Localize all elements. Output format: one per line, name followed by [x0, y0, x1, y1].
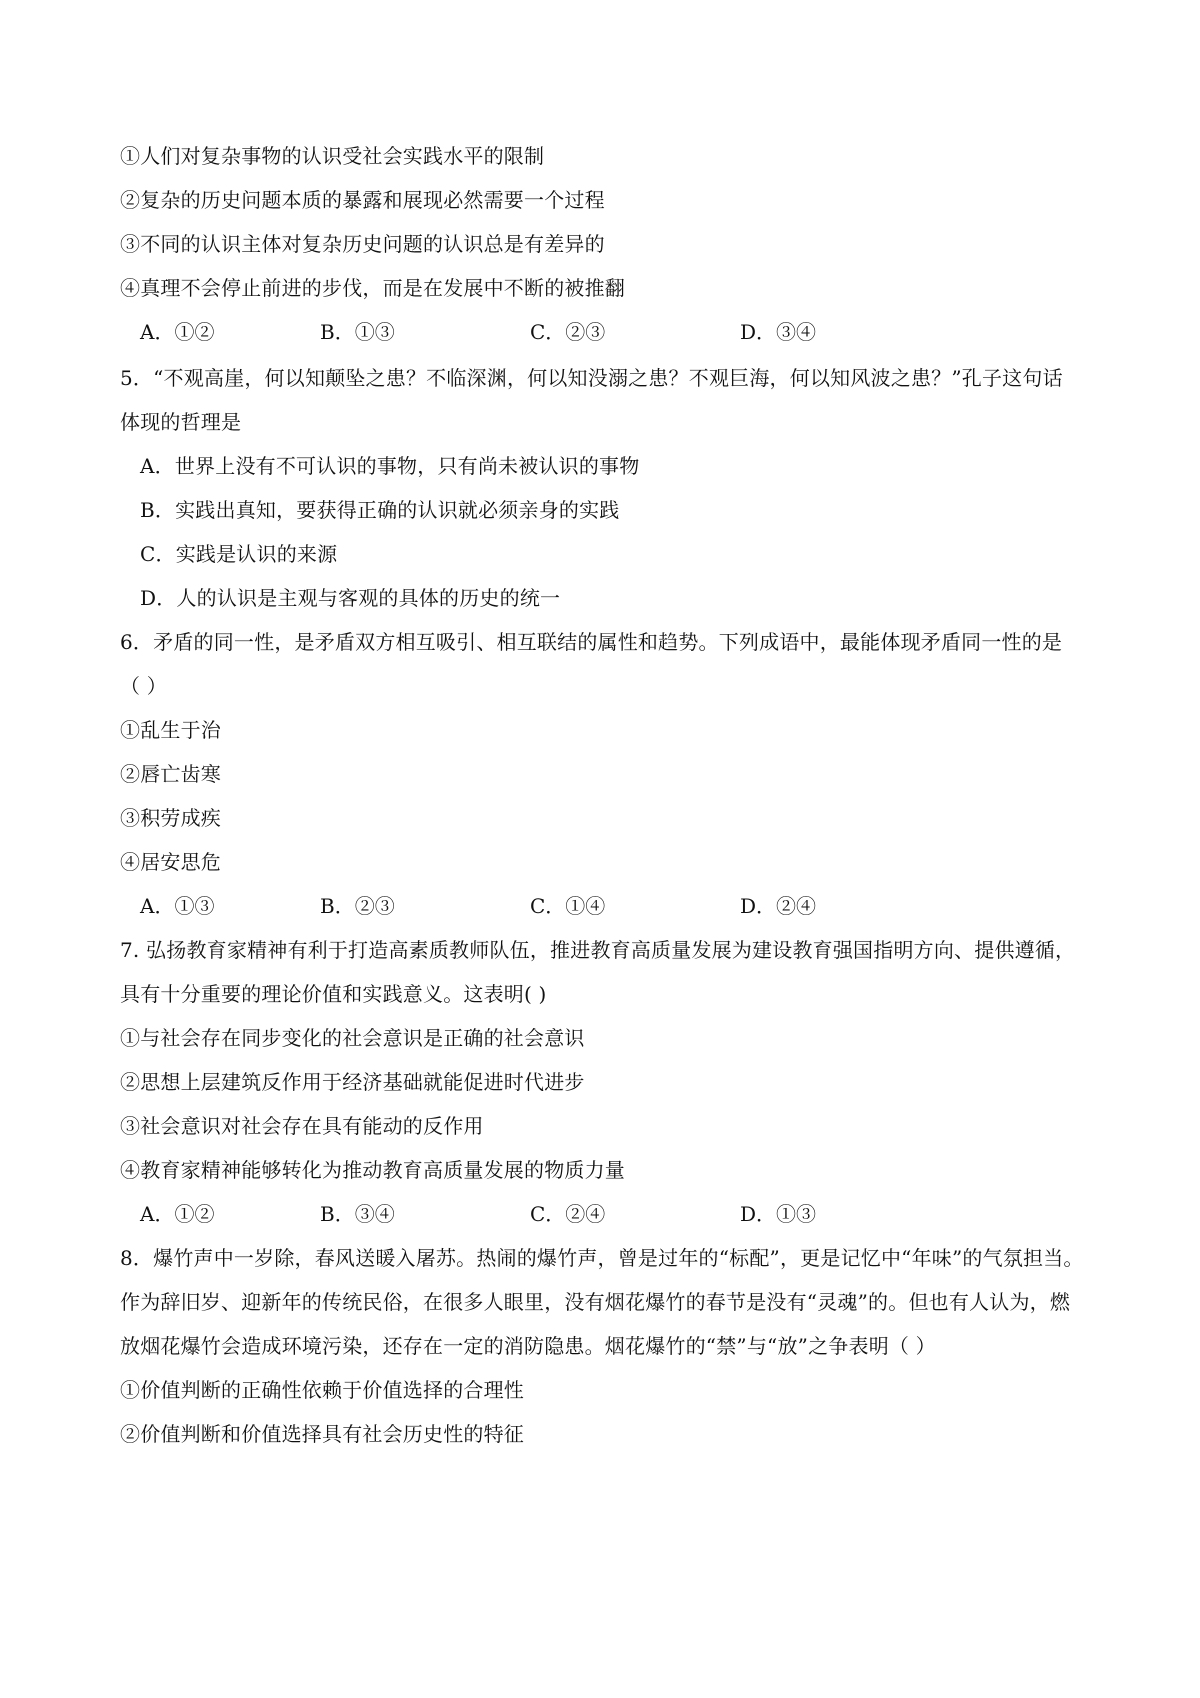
q7-statement-1: ①与社会存在同步变化的社会意识是正确的社会意识 [120, 1026, 585, 1050]
q5-stem-line-2: 体现的哲理是 [120, 410, 242, 434]
q4-option-c: C．②③ [530, 320, 606, 344]
q7-option-d: D．①③ [740, 1202, 817, 1226]
q5-option-d: D．人的认识是主观与客观的具体的历史的统一 [140, 586, 561, 610]
q6-statement-2: ②唇亡齿寒 [120, 762, 221, 786]
q7-option-a: A．①② [140, 1202, 215, 1226]
q8-stem-line-3: 放烟花爆竹会造成环境污染，还存在一定的消防隐患。烟花爆竹的“禁”与“放”之争表明（ ） [120, 1334, 936, 1358]
q6-statement-4: ④居安思危 [120, 850, 221, 874]
q4-options [140, 318, 1040, 346]
q6-option-c: C．①④ [530, 894, 606, 918]
q5-stem-line-1: 5．“不观高崖，何以知颠坠之患？不临深渊，何以知没溺之患？不观巨海，何以知风波之患？”孔子这句话 [120, 366, 1063, 390]
q7-option-b: B．③④ [320, 1202, 395, 1226]
q5-option-b: B．实践出真知，要获得正确的认识就必须亲身的实践 [140, 498, 620, 522]
q7-options [140, 1200, 1040, 1228]
q5-option-a: A．世界上没有不可认识的事物，只有尚未被认识的事物 [140, 454, 640, 478]
q6-option-d: D．②④ [740, 894, 817, 918]
q4-option-d: D．③④ [740, 320, 817, 344]
q8-stem-line-2: 作为辞旧岁、迎新年的传统民俗，在很多人眼里，没有烟花爆竹的春节是没有“灵魂”的。但也有人认为，燃 [120, 1290, 1071, 1314]
q6-statement-3: ③积劳成疾 [120, 806, 221, 830]
q4-statement-3: ③不同的认识主体对复杂历史问题的认识总是有差异的 [120, 232, 605, 256]
q7-option-c: C．②④ [530, 1202, 606, 1226]
q6-option-b: B．②③ [320, 894, 395, 918]
q4-statement-2: ②复杂的历史问题本质的暴露和展现必然需要一个过程 [120, 188, 605, 212]
q8-statement-2: ②价值判断和价值选择具有社会历史性的特征 [120, 1422, 524, 1446]
q6-option-a: A．①③ [140, 894, 215, 918]
q4-option-a: A．①② [140, 320, 215, 344]
q7-stem-line-2: 具有十分重要的理论价值和实践意义。这表明( ) [120, 982, 547, 1006]
q4-option-b: B．①③ [320, 320, 395, 344]
q8-stem-line-1: 8．爆竹声中一岁除，春风送暖入屠苏。热闹的爆竹声，曾是过年的“标配”，更是记忆中“年味”的气氛担当。 [120, 1246, 1084, 1270]
q6-stem-line-2: （ ） [120, 674, 167, 698]
q8-statement-1: ①价值判断的正确性依赖于价值选择的合理性 [120, 1378, 524, 1402]
q7-statement-2: ②思想上层建筑反作用于经济基础就能促进时代进步 [120, 1070, 585, 1094]
q7-stem-line-1: 7. 弘扬教育家精神有利于打造高素质教师队伍，推进教育高质量发展为建设教育强国指明方向、提供遵循， [120, 938, 1076, 962]
q5-option-c: C．实践是认识的来源 [140, 542, 338, 566]
q4-statement-1: ①人们对复杂事物的认识受社会实践水平的限制 [120, 144, 545, 168]
q7-statement-3: ③社会意识对社会存在具有能动的反作用 [120, 1114, 484, 1138]
q4-statement-4: ④真理不会停止前进的步伐，而是在发展中不断的被推翻 [120, 276, 625, 300]
q6-stem-line-1: 6．矛盾的同一性，是矛盾双方相互吸引、相互联结的属性和趋势。下列成语中，最能体现矛盾同一性的是 [120, 630, 1063, 654]
q6-statement-1: ①乱生于治 [120, 718, 221, 742]
q6-options [140, 892, 1040, 920]
q7-statement-4: ④教育家精神能够转化为推动教育高质量发展的物质力量 [120, 1158, 625, 1182]
